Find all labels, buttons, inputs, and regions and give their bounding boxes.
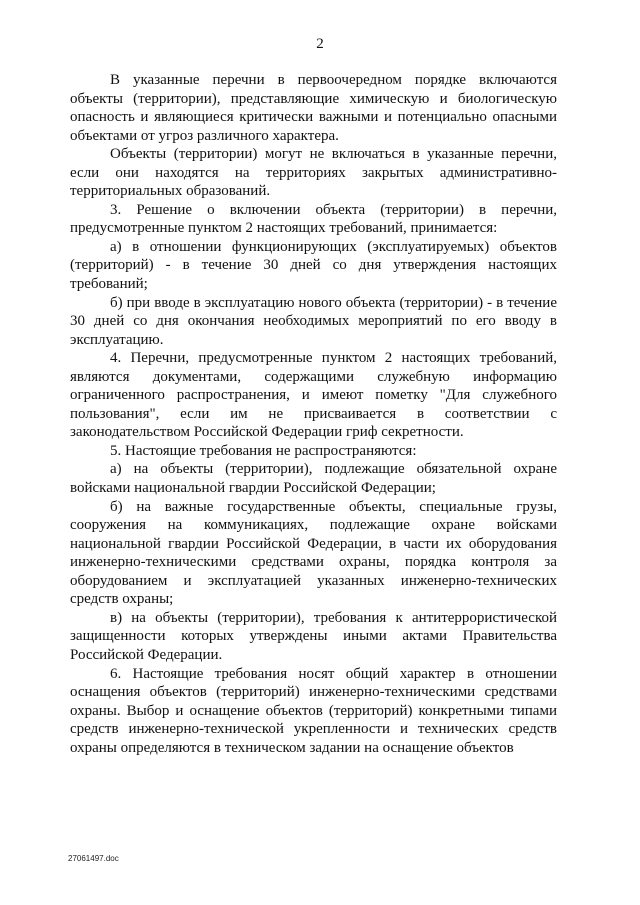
paragraph-item-5c: в) на объекты (территории), требования к антитеррористической защищенности которых утверждены иными актами Правительства Российской Федерации. bbox=[70, 609, 557, 663]
paragraph-item-3b: б) при вводе в эксплуатацию нового объекта (территории) - в течение 30 дней со дня окончания необходимых мероприятий по его вводу в эксплуатацию. bbox=[70, 294, 557, 348]
paragraph-item-4: 4. Перечни, предусмотренные пунктом 2 настоящих требований, являются документами, содержащими служебную информацию ограниченного распространения, и имеют пометку "Для служебного пользования", если им не присваивается в соответствии с законодательством Российской Федерации гриф секретности. bbox=[70, 350, 557, 441]
page-number: 2 bbox=[316, 36, 324, 52]
paragraph-item-5a: а) на объекты (территории), подлежащие обязательной охране войсками национальной гвардии Российской Федерации; bbox=[70, 461, 557, 497]
paragraph-closed-territories: Объекты (территории) могут не включаться в указанные перечни, если они находятся на территориях закрытых административно-территориальных образований. bbox=[70, 146, 557, 200]
paragraph-item-6: 6. Настоящие требования носят общий характер в отношении оснащения объектов (территорий) инженерно-техническими средствами охраны. Выбор и оснащение объектов (территорий) конкретными типами средств инженерно-технической укрепленности и технических средств охраны определяются в техническом задании на оснащение объектов bbox=[70, 665, 557, 756]
footer-filename: 27061497.doc bbox=[68, 854, 119, 863]
paragraph-item-3a: а) в отношении функционирующих (эксплуатируемых) объектов (территорий) - в течение 30 дней со дня утверждения настоящих требований; bbox=[70, 238, 557, 293]
paragraph-item-3: 3. Решение о включении объекта (территории) в перечни, предусмотренные пунктом 2 настоящих требований, принимается: bbox=[70, 201, 557, 237]
paragraph-critical-objects: В указанные перечни в первоочередном порядке включаются объекты (территории), представляющие химическую и биологическую опасность и являющиеся критически важными и потенциально опасными объектами от угроз различного характера. bbox=[70, 72, 557, 144]
paragraph-item-5b: б) на важные государственные объекты, специальные грузы, сооружения на коммуникациях, подлежащие охране войсками национальной гвардии Российской Федерации, в части их оборудования инженерно-техническими средствами охраны, порядка контроля за оборудованием и эксплуатацией указанных инженерно-технических средств охраны; bbox=[70, 498, 557, 608]
document-body bbox=[70, 71, 557, 757]
paragraph-item-5: 5. Настоящие требования не распространяются: bbox=[110, 442, 417, 459]
